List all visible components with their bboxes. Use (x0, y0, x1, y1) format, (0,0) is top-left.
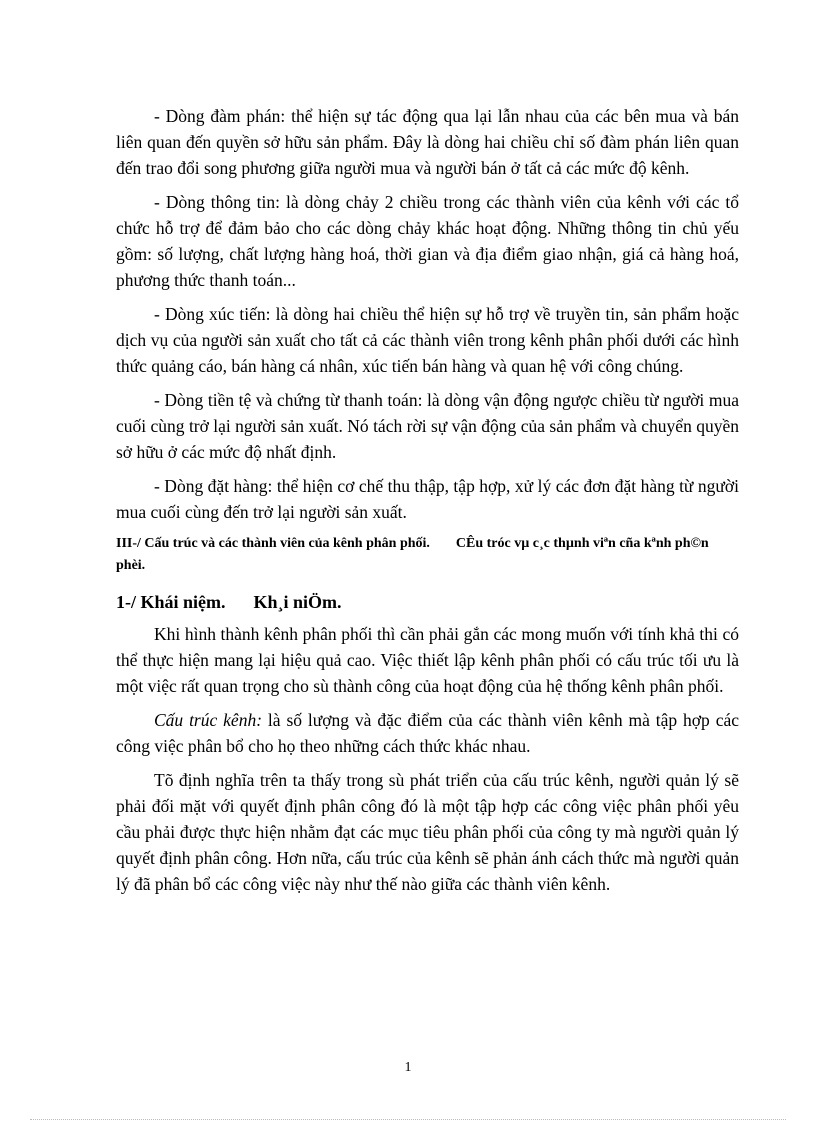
definition-body: là số lượng và đặc điểm của các thành viên kênh mà tập hợp các công việc phân bổ cho họ theo những cách thức khác nhau. (116, 710, 739, 756)
paragraph-promotion-flow: - Dòng xúc tiến: là dòng hai chiều thể hiện sự hỗ trợ về truyền tin, sản phẩm hoặc dịch vụ của người sản xuất cho tất cả các thành viên trong kênh phân phối dưới các hình thức quảng cáo, bán hàng cá nhân, xúc tiến bán hàng và quan hệ với công chúng. (116, 304, 739, 376)
footer-divider (30, 1119, 786, 1120)
definition-term: Cấu trúc kênh: (154, 710, 263, 730)
paragraph-order-flow: - Dòng đặt hàng: thể hiện cơ chế thu thập, tập hợp, xử lý các đơn đặt hàng từ người mua cuối cùng đến trở lại người sản xuất. (116, 476, 739, 522)
sub-heading-text: 1-/ Khái niệm. (116, 592, 226, 612)
paragraph-payment-flow: - Dòng tiền tệ và chứng từ thanh toán: là dòng vận động ngược chiều từ người mua cuối cùng trở lại người sản xuất. Nó tách rời sự vận động của sản phẩm và chuyển quyền sở hữu ở các mức độ nhất định. (116, 390, 739, 462)
paragraph-information-flow: - Dòng thông tin: là dòng chảy 2 chiều trong các thành viên của kênh với các tổ chức hỗ trợ để đảm bảo cho các dòng chảy khác hoạt động. Những thông tin chủ yếu gồm: số lượng, chất lượng hàng hoá, thời gian và địa điểm giao nhận, giá cả hàng hoá, phương thức thanh toán... (116, 192, 739, 290)
page-number: 1 (404, 1060, 412, 1075)
sub-heading (116, 589, 739, 615)
section-heading-text: III-/ Cấu trúc và các thành viên của kênh phân phối. (116, 536, 430, 551)
section-heading-garbled: CÊu tróc vµ c¸c thµnh viªn cña kªnh ph©n phèi. (116, 536, 709, 573)
paragraph-definition (116, 707, 739, 759)
paragraph-negotiation-flow: - Dòng đàm phán: thể hiện sự tác động qua lại lẫn nhau của các bên mua và bán liên quan đến quyền sở hữu sản phẩm. Đây là dòng hai chiều chỉ số đàm phán liên quan đến trao đổi song phương giữa người mua và người bán ở tất cả các mức độ kênh. (116, 106, 739, 178)
sub-heading-garbled: Kh¸i niÖm. (253, 592, 342, 612)
paragraph-closing: Tõ định nghĩa trên ta thấy trong sù phát triển của cấu trúc kênh, người quản lý sẽ phải đối mặt với quyết định phân công đó là một tập hợp các công việc phân phối yêu cầu phải được thực hiện nhằm đạt các mục tiêu phân phối của công ty mà người quản lý quyết định phân công. Hơn nữa, cấu trúc của kênh sẽ phản ánh cách thức mà người quản lý đã phân bổ các công việc này như thế nào giữa các thành viên kênh. (116, 770, 739, 894)
paragraph-definition-intro: Khi hình thành kênh phân phối thì cần phải gắn các mong muốn với tính khả thi có thể thực hiện mang lại hiệu quả cao. Việc thiết lập kênh phân phối có cấu trúc tối ưu là một việc rất quan trọng cho sù thành công của hoạt động của hệ thống kênh phân phối. (116, 624, 739, 696)
page-body (116, 103, 739, 905)
section-heading (116, 533, 739, 577)
